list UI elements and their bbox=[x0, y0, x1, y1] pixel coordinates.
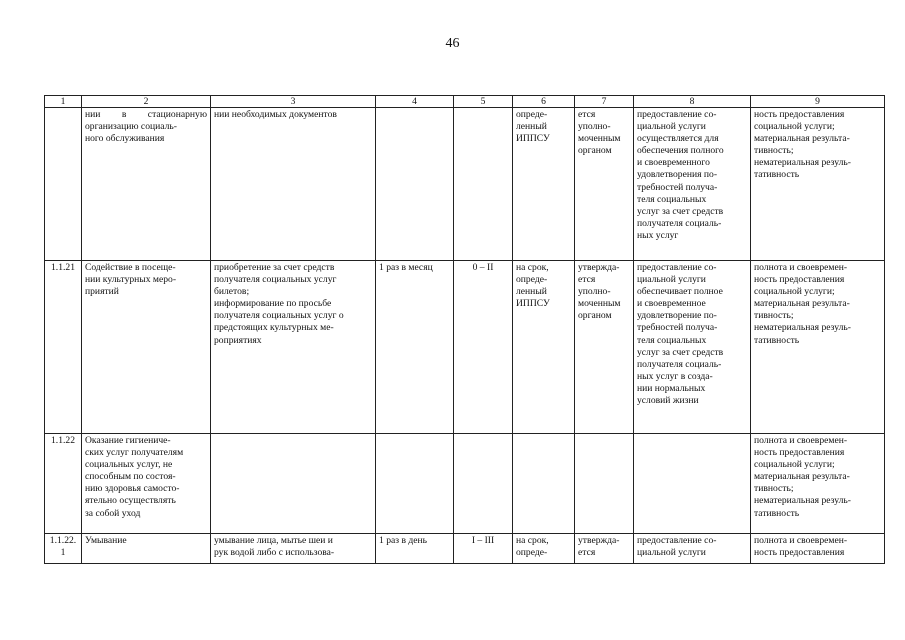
cell-indicators: полнота и своевремен- ность предоставления социальной услуги; материальная результа- тивность; нематериальная резуль- тативность bbox=[751, 261, 885, 434]
table-row bbox=[45, 108, 885, 261]
cell-code: 1.1.22.1 bbox=[45, 534, 82, 564]
header-col-3: 3 bbox=[211, 96, 376, 108]
cell-frequency: 1 раз в месяц bbox=[376, 261, 454, 434]
cell-frequency bbox=[376, 434, 454, 534]
header-col-9: 9 bbox=[751, 96, 885, 108]
cell-name: Содействие в посеще- нии культурных меро- приятий bbox=[82, 261, 211, 434]
cell-indicators: полнота и своевремен- ность предоставления социальной услуги; материальная результа- тивность; нематериальная резуль- тативность bbox=[751, 434, 885, 534]
cell-approval bbox=[575, 434, 634, 534]
cell-conditions: предоставление со- циальной услуги осуществляется для обеспечения полного и своевременного удовлетворения по- требностей получа- теля социальных услуг за счет средств получателя социаль- ных услуг bbox=[634, 108, 751, 261]
cell-code: 1.1.21 bbox=[45, 261, 82, 434]
cell-term bbox=[513, 434, 575, 534]
cell-code bbox=[45, 108, 82, 261]
cell-frequency bbox=[376, 108, 454, 261]
cell-term: опреде- ленный ИППСУ bbox=[513, 108, 575, 261]
cell-name: нии в стационарную организацию социаль- ного обслуживания bbox=[82, 108, 211, 261]
services-table bbox=[44, 95, 885, 564]
cell-term: на срок, опреде- bbox=[513, 534, 575, 564]
header-col-7: 7 bbox=[575, 96, 634, 108]
cell-conditions: предоставление со- циальной услуги обеспечивает полное и своевременное удовлетворение по- требностей получа- теля социальных услуг за счет средств получателя социаль- ных услуг в созда- нии нормальных условий жизни bbox=[634, 261, 751, 434]
cell-name: Умывание bbox=[82, 534, 211, 564]
cell-indicators: ность предоставления социальной услуги; материальная результа- тивность; нематериальная резуль- тативность bbox=[751, 108, 885, 261]
cell-term: на срок, опреде- ленный ИППСУ bbox=[513, 261, 575, 434]
page-number: 46 bbox=[445, 36, 460, 51]
header-col-6: 6 bbox=[513, 96, 575, 108]
cell-description bbox=[211, 434, 376, 534]
cell-group: I – III bbox=[454, 534, 513, 564]
header-col-1: 1 bbox=[45, 96, 82, 108]
cell-group bbox=[454, 434, 513, 534]
table-row bbox=[45, 534, 885, 564]
header-col-2: 2 bbox=[82, 96, 211, 108]
cell-indicators: полнота и своевремен- ность предоставления bbox=[751, 534, 885, 564]
cell-approval: утвержда- ется уполно- моченным органом bbox=[575, 261, 634, 434]
cell-group bbox=[454, 108, 513, 261]
cell-frequency: 1 раз в день bbox=[376, 534, 454, 564]
header-col-4: 4 bbox=[376, 96, 454, 108]
table-row bbox=[45, 261, 885, 434]
cell-name: Оказание гигиениче- ских услуг получателям социальных услуг, не способным по состоя- нию здоровья самосто- ятельно осуществлять за собой уход bbox=[82, 434, 211, 534]
cell-approval: утвержда- ется bbox=[575, 534, 634, 564]
cell-description: приобретение за счет средств получателя социальных услуг билетов; информирование по просьбе получателя социальных услуг о предстоящих культурных ме- роприятиях bbox=[211, 261, 376, 434]
header-col-5: 5 bbox=[454, 96, 513, 108]
header-col-8: 8 bbox=[634, 96, 751, 108]
cell-conditions bbox=[634, 434, 751, 534]
table-row bbox=[45, 434, 885, 534]
cell-conditions: предоставление со- циальной услуги bbox=[634, 534, 751, 564]
cell-approval: ется уполно- моченным органом bbox=[575, 108, 634, 261]
cell-description: нии необходимых документов bbox=[211, 108, 376, 261]
cell-code: 1.1.22 bbox=[45, 434, 82, 534]
header-row bbox=[45, 96, 885, 108]
cell-group: 0 – II bbox=[454, 261, 513, 434]
cell-description: умывание лица, мытье шеи и рук водой либо с использова- bbox=[211, 534, 376, 564]
